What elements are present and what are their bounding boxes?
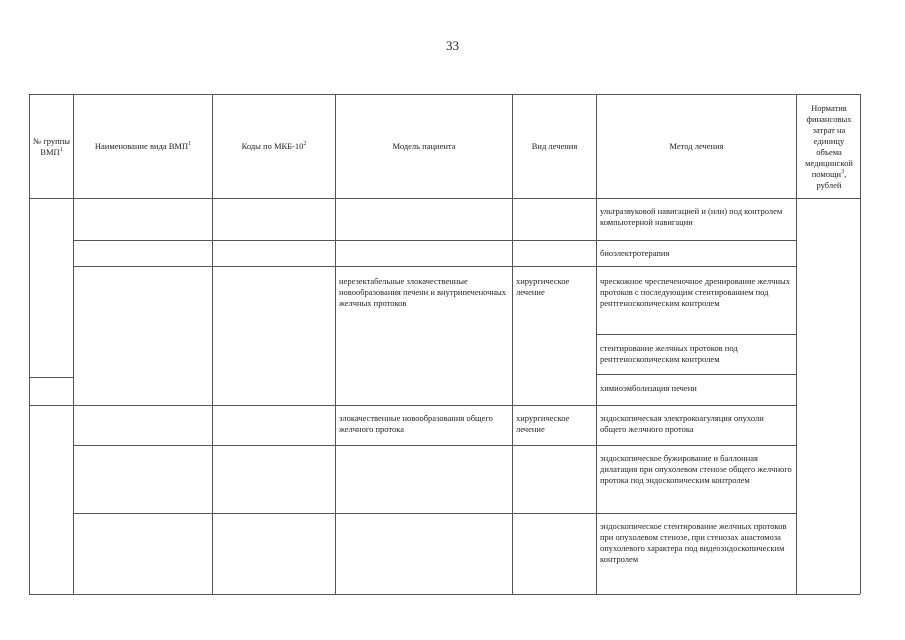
header-icd-codes [213, 95, 335, 198]
header-vmp-name-label: Наименование вида ВМП [94, 141, 189, 151]
page-number: 33 [446, 38, 459, 53]
header-financial-norm-label: Норматив финансовых затрат на единицу объема медицинской помощи [805, 102, 853, 179]
row-6-method: эндоскопическая электрокоагуляция опухоли общего желчного протока [600, 413, 764, 434]
footnote-ref: 3 [841, 168, 845, 175]
row-5-method: химиоэмболизация печени [600, 383, 697, 393]
footnote-ref: 1 [59, 146, 63, 153]
row-4-method: стентирование желчных протоков под рентгеноскопическим контролем [600, 343, 738, 364]
row-1-method: ультразвуковой навигацией и (или) под контролем компьютерной навигации [600, 206, 783, 227]
header-vmp-name [74, 95, 212, 198]
header-patient-model: Модель пациента [392, 141, 456, 151]
header-financial-norm [800, 95, 858, 198]
footnote-ref: 2 [303, 141, 307, 148]
row-6-model: злокачественные новообразования общего желчного протока [339, 413, 493, 434]
header-financial-norm-unit: , рублей [816, 168, 847, 190]
header-group-no-label: № группы ВМП [33, 135, 70, 157]
header-icd-codes-label: Коды по МКБ-10 [241, 141, 304, 151]
header-treatment-method: Метод лечения [669, 141, 724, 151]
row-2-method: биоэлектротерапия [600, 248, 670, 258]
row-3-method: чрескожное чреспеченочное дренирование желчных протоков с последующим стентированием под рентгеноскопическим контролем [600, 276, 790, 308]
row-6-type: хирургическое лечение [516, 413, 570, 434]
footnote-ref: 1 [188, 141, 192, 148]
header-treatment-type: Вид лечения [531, 141, 578, 151]
row-8-method: эндоскопическое стентирование желчных протоков при опухолевом стенозе, при стенозах анастомоза опухолевого характера под видеоэндоскопическим контролем [600, 521, 787, 564]
row-3-model: нерезектабельные злокачественные новообразования печени и внутрипеченочных желчных протоков [339, 276, 506, 308]
row-3-type: хирургическое лечение [516, 276, 570, 297]
header-group-no [30, 95, 73, 198]
row-7-method: эндоскопическое бужирование и баллонная дилатация при опухолевом стенозе общего желчного протока под эндоскопическим контролем [600, 453, 792, 485]
